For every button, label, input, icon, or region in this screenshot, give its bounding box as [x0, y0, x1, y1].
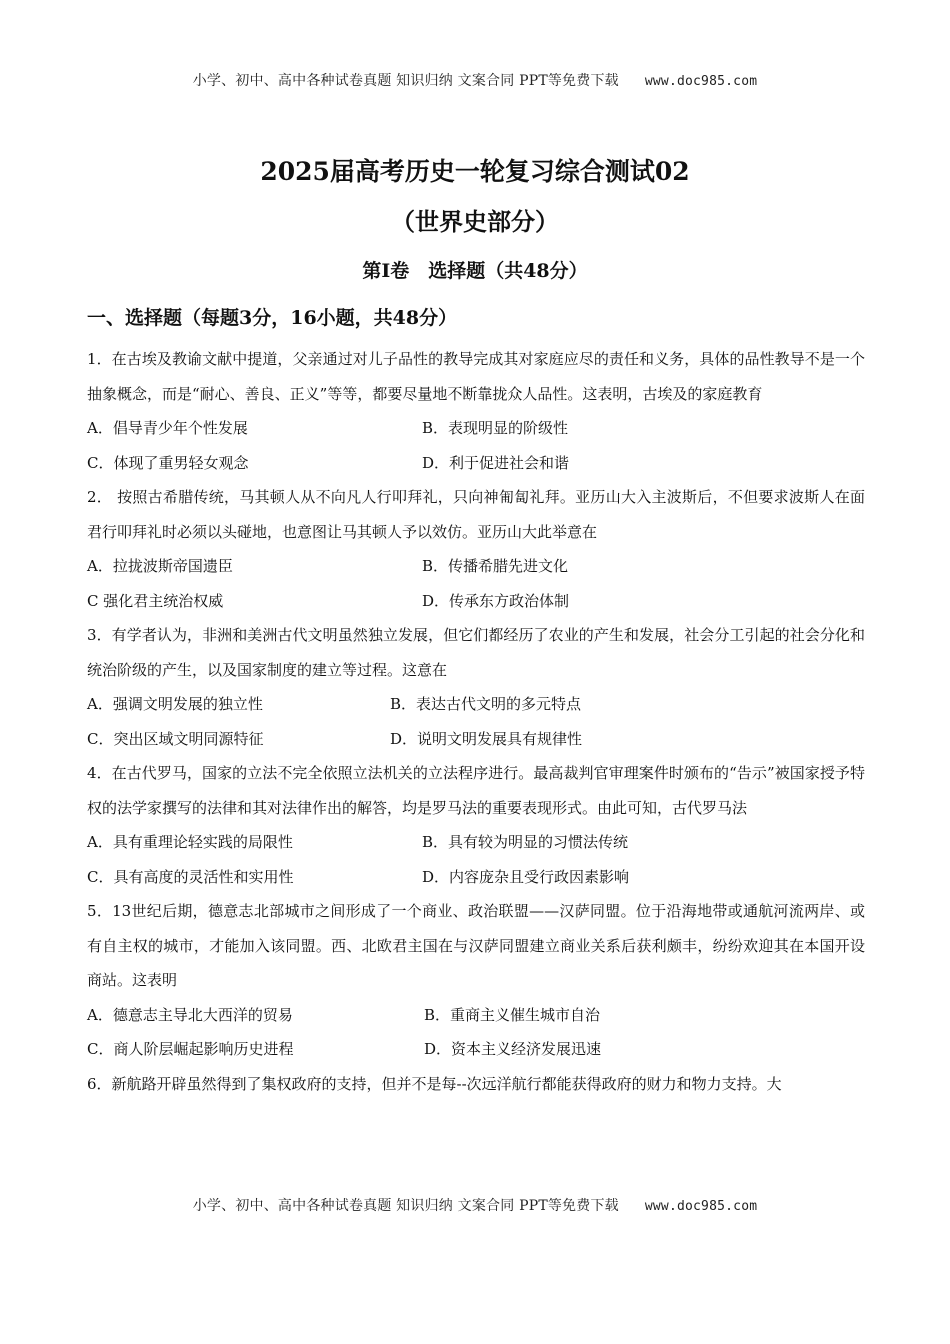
question-4-stem: 4．在古代罗马，国家的立法不完全依照立法机关的立法程序进行。最高裁判官审理案件时颁布的“告示”被国家授予特权的法学家撰写的法律和其对法律作出的解答，均是罗马法的重要表现形式。由此可知，古代罗马法: [87, 764, 865, 817]
question-6-stem: 6．新航路开辟虽然得到了集权政府的支持，但并不是每--次远洋航行都能获得政府的财力和物力支持。大: [87, 1074, 782, 1093]
page-subtitle: （世界史部分）: [391, 207, 559, 236]
page-footer: [0, 1195, 950, 1215]
question-3-options: [87, 687, 865, 722]
question-1-stem: 1．在古埃及教谕文献中提道，父亲通过对儿子品性的教导完成其对家庭应尽的责任和义务，具体的品性教导不是一个抽象概念，而是“耐心、善良、正义”等等，都要尽量地不断靠拢众人品性。这表明，古埃及的家庭教育: [87, 350, 865, 403]
question-2-options-2: [87, 584, 865, 619]
option-d: D．内容庞杂且受行政因素影响: [422, 867, 630, 886]
option-a: A．倡导青少年个性发展: [87, 419, 248, 437]
option-c: C．商人阶层崛起影响历史进程: [87, 1040, 294, 1058]
option-b: B．重商主义催生城市自治: [424, 1005, 601, 1024]
question-3-options-2: [87, 722, 865, 757]
question-2-stem: 2． 按照古希腊传统，马其顿人从不向凡人行叩拜礼，只向神匍匐礼拜。亚历山大入主波斯后，不但要求波斯人在面君行叩拜礼时必须以头碰地，也意图让马其顿人予以效仿。亚历山大此举意在: [87, 488, 865, 541]
question-2-options: [87, 549, 865, 584]
option-a: A．强调文明发展的独立性: [87, 695, 263, 713]
option-c: C 强化君主统治权威: [87, 591, 224, 610]
question-list: [87, 342, 865, 1101]
option-b: B．表达古代文明的多元特点: [390, 695, 582, 713]
option-c: C．突出区域文明同源特征: [87, 729, 264, 748]
page-title: 2025届高考历史一轮复习综合测试02: [260, 157, 690, 186]
section-heading: 一、选择题（每题3分，16小题，共48分）: [87, 307, 458, 329]
option-d: D．说明文明发展具有规律性: [390, 729, 583, 748]
option-a: A．拉拢波斯帝国遗臣: [87, 557, 233, 575]
question-5-stem: 5．13世纪后期，德意志北部城市之间形成了一个商业、政治联盟——汉萨同盟。位于沿海地带或通航河流两岸、或有自主权的城市，才能加入该同盟。西、北欧君主国在与汉萨同盟建立商业关系后获利颇丰，纷纷欢迎其在本国开设商站。这表明: [87, 902, 865, 989]
option-b: B．具有较为明显的习惯法传统: [422, 833, 629, 851]
footer-text: 小学、初中、高中各种试卷真题 知识归纳 文案合同 PPT等免费下载: [192, 1198, 619, 1214]
option-c: C．体现了重男轻女观念: [87, 453, 249, 472]
option-d: D．资本主义经济发展迅速: [424, 1040, 602, 1058]
question-5-options-2: [87, 1032, 865, 1067]
page-header: [0, 70, 950, 90]
question-3-stem: 3．有学者认为，非洲和美洲古代文明虽然独立发展，但它们都经历了农业的产生和发展，社会分工引起的社会分化和统治阶级的产生，以及国家制度的建立等过程。这意在: [87, 626, 865, 679]
question-5-options: [87, 998, 865, 1033]
option-c: C．具有高度的灵活性和实用性: [87, 867, 294, 886]
option-a: A．德意志主导北大西洋的贸易: [87, 1005, 293, 1024]
header-text: 小学、初中、高中各种试卷真题 知识归纳 文案合同 PPT等免费下载: [192, 73, 619, 89]
header-site[interactable]: www.doc985.com: [644, 74, 758, 89]
option-b: B．表现明显的阶级性: [422, 419, 569, 437]
option-d: D．传承东方政治体制: [422, 591, 570, 610]
part-title: 第Ⅰ卷 选择题（共48分）: [362, 260, 588, 282]
question-1-options: [87, 411, 865, 446]
option-d: D．利于促进社会和谐: [422, 453, 570, 472]
option-b: B．传播希腊先进文化: [422, 557, 569, 575]
question-1-options-2: [87, 446, 865, 481]
question-4-options: [87, 825, 865, 860]
footer-site[interactable]: www.doc985.com: [644, 1199, 758, 1214]
option-a: A．具有重理论轻实践的局限性: [87, 833, 293, 851]
question-4-options-2: [87, 860, 865, 895]
